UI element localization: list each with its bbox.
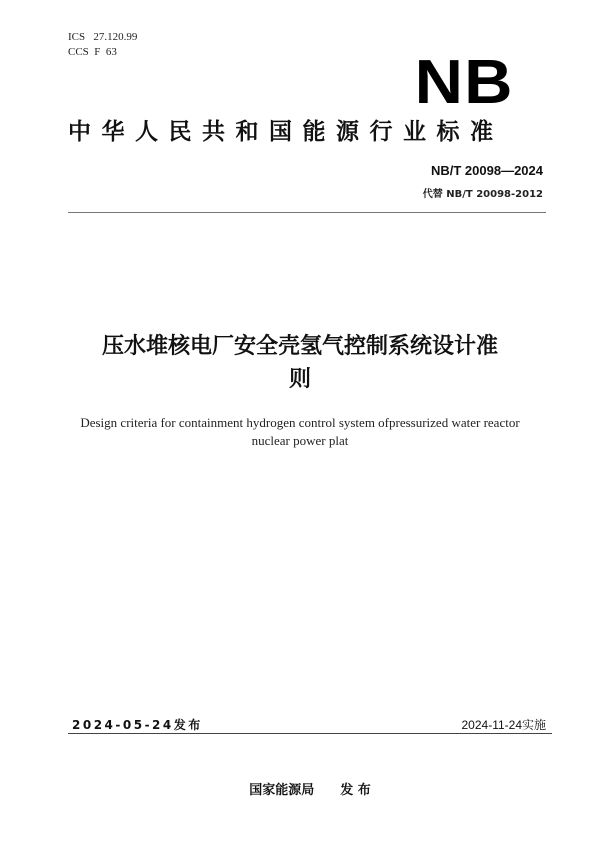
english-title [60,414,540,450]
chinese-title-line-1: 压水堆核电厂安全壳氢气控制系统设计准 [101,334,498,359]
implementation-date: 2024-11-24实施 [461,718,546,732]
english-title-line-2: nuclear power plat [251,433,349,448]
classification-codes [68,30,137,60]
ics-code: ICS 27.120.99 [68,31,138,43]
ccs-code: CCS F 63 [68,46,117,58]
publish-action: 发 布 [340,783,371,798]
footer-divider [68,733,552,734]
issue-date: 2024-05-24发布 [72,718,203,732]
chinese-title-line-2: 则 [288,367,311,392]
english-title-line-1: Design criteria for containment hydrogen control system ofpressurized water reactor [80,415,520,430]
replaces-standard: 代替 NB/T 20098-2012 [422,189,543,200]
header-divider [68,212,546,213]
standard-number: NB/T 20098—2024 [430,163,543,178]
publisher [0,779,600,798]
publisher-name: 国家能源局 [249,783,315,798]
national-standard-title: 中华人民共和国能源行业标准 [68,119,504,145]
chinese-title [60,330,540,396]
nb-logo: NB [415,48,514,117]
